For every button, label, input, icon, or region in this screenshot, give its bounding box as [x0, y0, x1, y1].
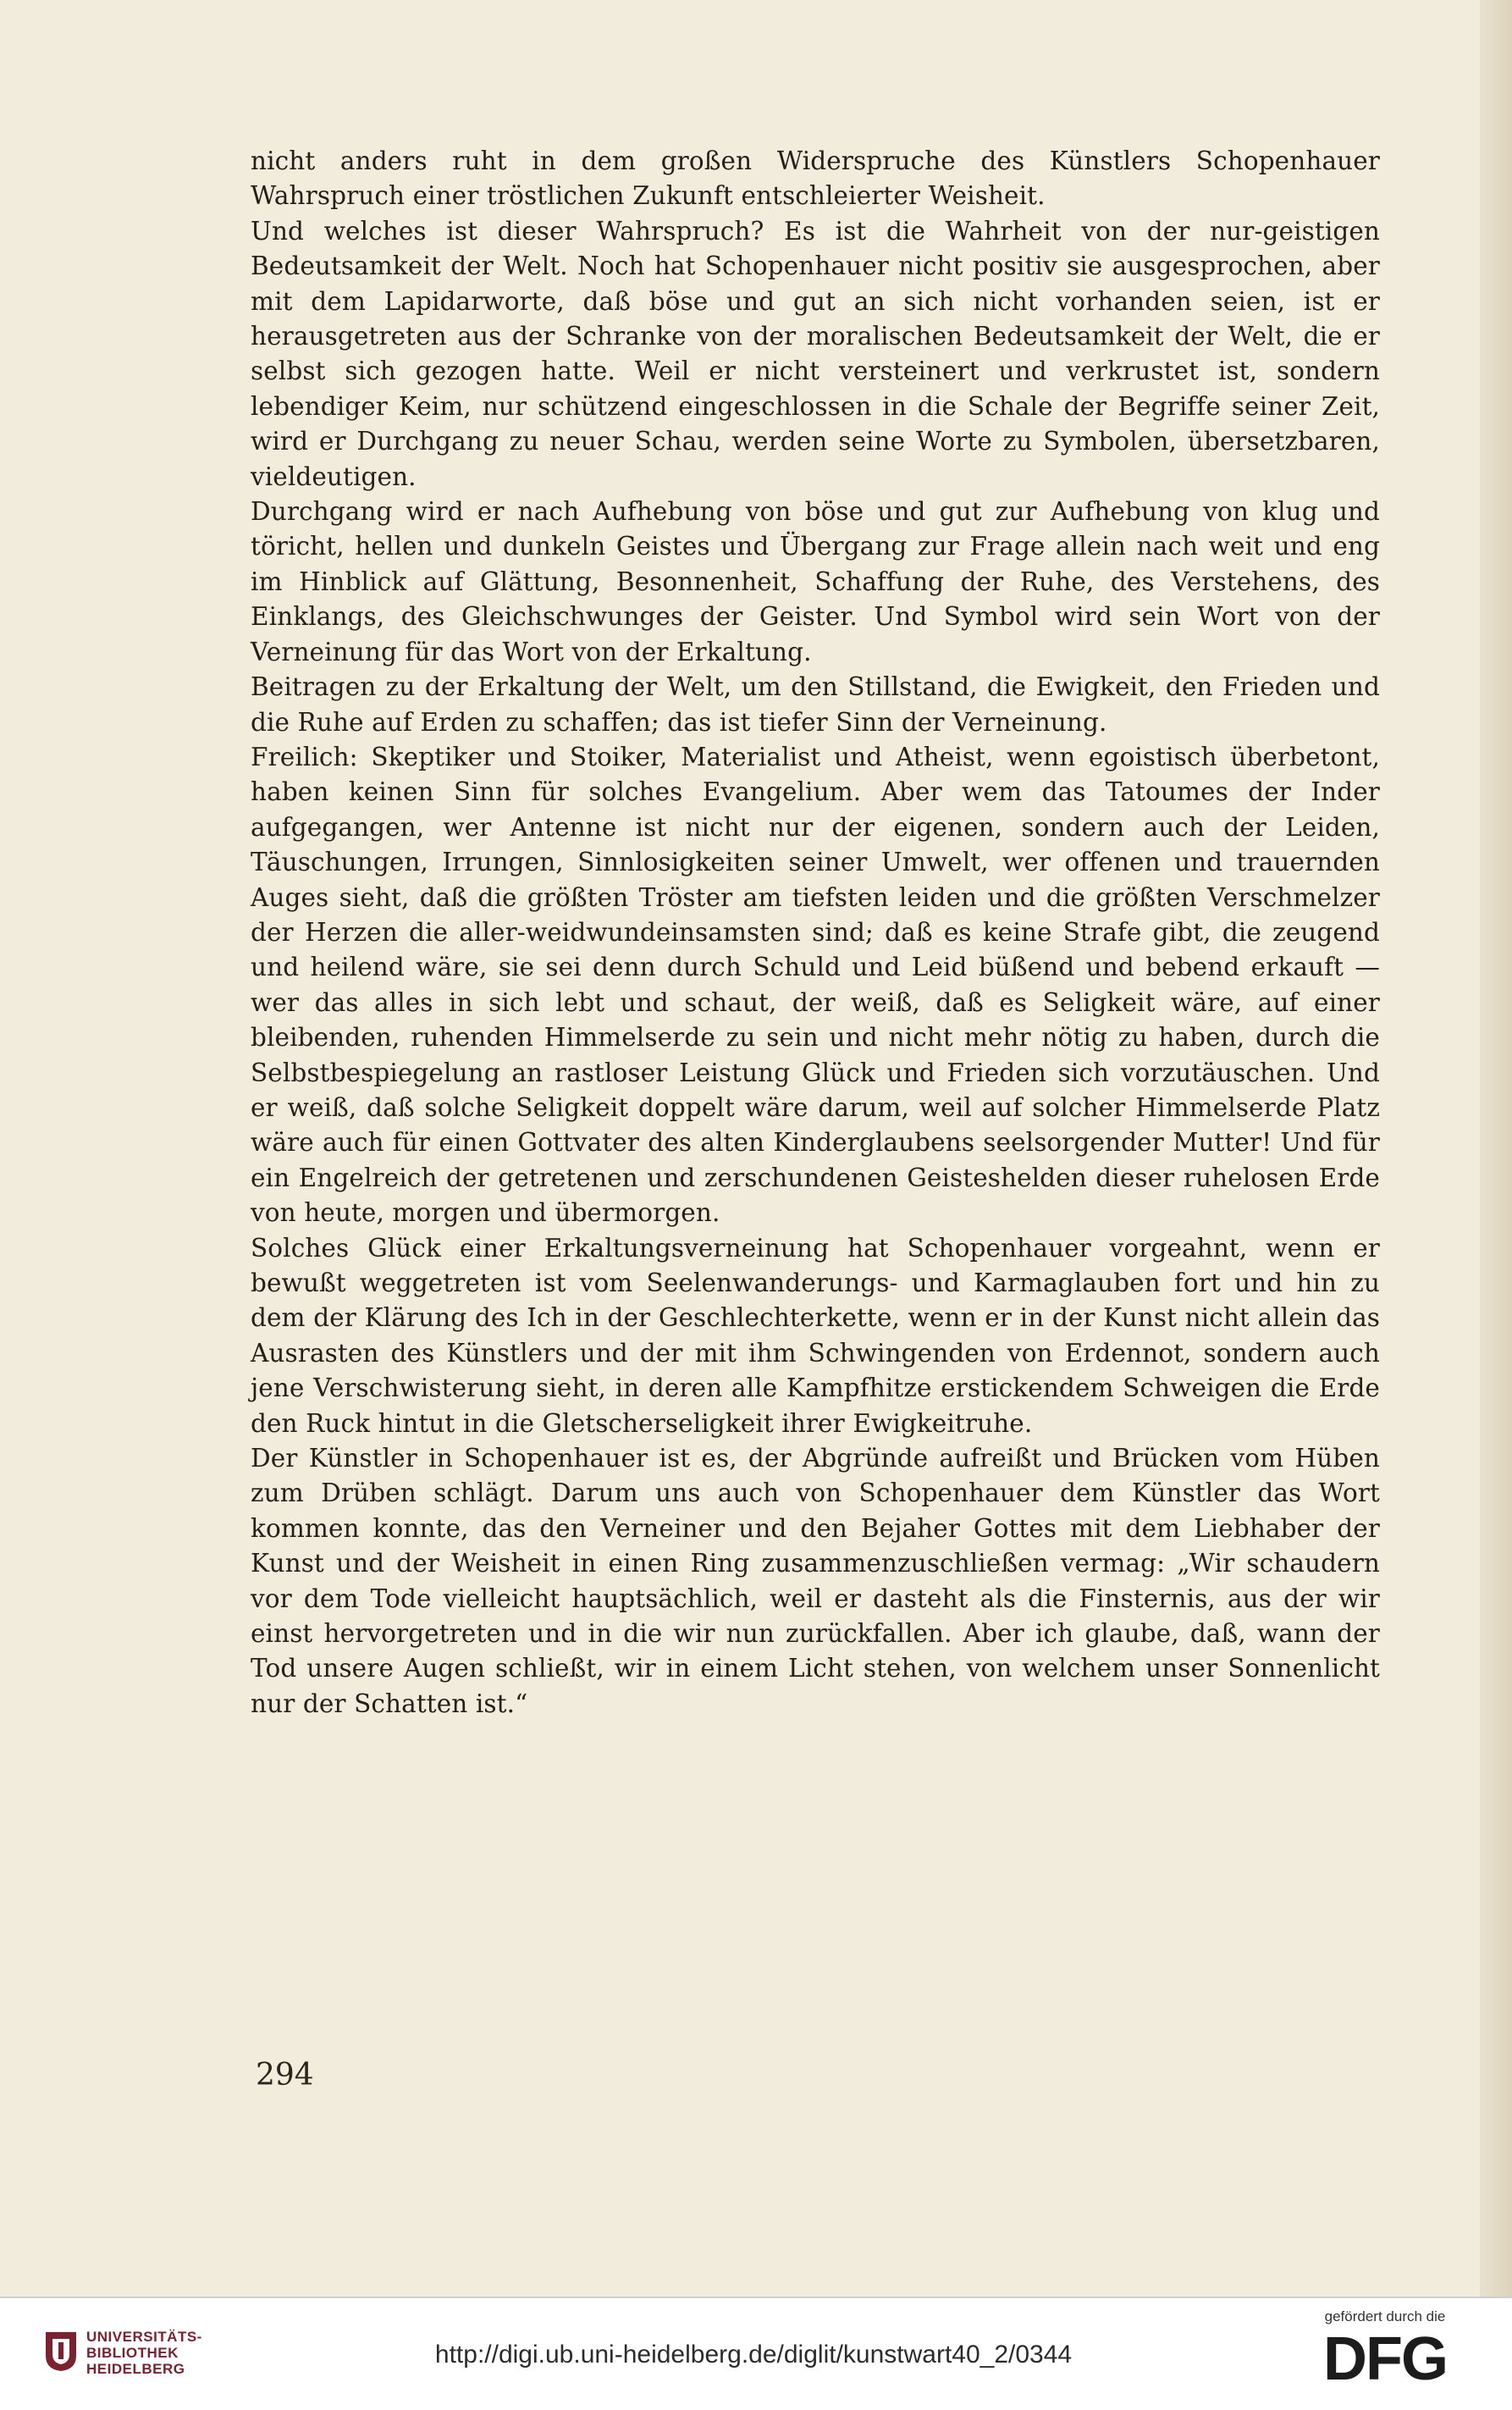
logo-line: BIBLIOTHEK: [86, 2345, 179, 2361]
university-library-name[interactable]: [86, 2329, 202, 2377]
page-edge-bleed: [1480, 0, 1512, 2297]
university-library-logo-icon[interactable]: [44, 2330, 78, 2373]
viewer-footer: [0, 2297, 1512, 2410]
logo-line: UNIVERSITÄTS-: [86, 2329, 202, 2345]
footer-divider: [0, 2297, 1512, 2298]
body-text: [251, 144, 1380, 1722]
paragraph: nicht anders ruht in dem großen Widerspruche des Künstlers Schopenhauer Wahrspruch einer tröstlichen Zukunft entschleierter Weisheit.: [251, 146, 1380, 211]
permalink-url[interactable]: http://digi.ub.uni-heidelberg.de/diglit/kunstwart40_2/0344: [434, 2341, 1073, 2369]
logo-line: HEIDELBERG: [86, 2361, 185, 2377]
paragraph: Freilich: Skeptiker und Stoiker, Materialist und Atheist, wenn egoistisch überbetont, haben keinen Sinn für solches Evangelium. Aber wem das Tatoumes der Inder aufgegangen, wer Antenne ist nicht nur der eigenen, sondern auch der Leiden, Täuschungen, Irrungen, Sinnlosigkeiten seiner Umwelt, wer offenen und trauernden Auges sieht, daß die größten Tröster am tiefsten leiden und die größten Verschmelzer der Herzen die aller-weidwundeinsamsten sind; daß es keine Strafe gibt, die zeugend und heilend wäre, sie sei denn durch Schuld und Leid büßend und bebend erkauft — wer das alles in sich lebt und schaut, der weiß, daß es Seligkeit wäre, auf einer bleibenden, ruhenden Himmelserde zu sein und nicht mehr nötig zu haben, durch die Selbstbespiegelung an rastloser Leistung Glück und Frieden sich vorzutäuschen. Und er weiß, daß solche Seligkeit doppelt wäre darum, weil auf solcher Himmelserde Platz wäre auch für einen Gottvater des alten Kinderglaubens seelsorgender Mutter! Und für ein Engelreich der getretenen und zerschundenen Geisteshelden dieser ruhelosen Erde von heute, morgen und übermorgen.: [251, 742, 1380, 1228]
paragraph: Solches Glück einer Erkaltungsverneinung hat Schopenhauer vorgeahnt, wenn er bewußt weggetreten ist vom Seelenwanderungs- und Karmaglauben fort und hin zu dem der Klärung des Ich in der Geschlechterkette, wenn er in der Kunst nicht allein das Ausrasten des Künstlers und der mit ihm Schwingenden von Erdennot, sondern auch jene Verschwisterung sieht, in deren alle Kampfhitze erstickendem Schweigen die Erde den Ruck hintut in die Gletscherseligkeit ihrer Ewigkeitruhe.: [251, 1233, 1380, 1438]
dfg-logo: DFG: [1323, 2325, 1447, 2393]
paragraph: Durchgang wird er nach Aufhebung von böse und gut zur Aufhebung von klug und töricht, hellen und dunkeln Geistes und Übergang zur Frage allein nach weit und eng im Hinblick auf Glättung, Besonnenheit, Schaffung der Ruhe, des Verstehens, des Einklangs, des Gleichschwunges der Geister. Und Symbol wird sein Wort von der Verneinung für das Wort von der Erkaltung.: [251, 497, 1380, 666]
paragraph: Der Künstler in Schopenhauer ist es, der Abgründe aufreißt und Brücken vom Hüben zum Drüben schlägt. Darum uns auch von Schopenhauer dem Künstler das Wort kommen konnte, das den Verneiner und den Bejaher Gottes mit dem Liebhaber der Kunst und der Weisheit in einen Ring zusammenzuschließen vermag: „Wir schaudern vor dem Tode vielleicht hauptsächlich, weil er dasteht als die Finsternis, aus der wir einst hervorgetreten und in die wir nun zurückfallen. Aber ich glaube, daß, wann der Tod unsere Augen schließt, wir in einem Licht stehen, von welchem unser Sonnenlicht nur der Schatten ist.“: [251, 1444, 1380, 1718]
paragraph: Beitragen zu der Erkaltung der Welt, um den Stillstand, die Ewigkeit, den Frieden und die Ruhe auf Erden zu schaffen; das ist tiefer Sinn der Verneinung.: [251, 672, 1380, 737]
funder-block[interactable]: [1292, 2308, 1478, 2393]
paragraph: Und welches ist dieser Wahrspruch? Es ist die Wahrheit von der nur-geistigen Bedeutsamkeit der Welt. Noch hat Schopenhauer nicht positiv sie ausgesprochen, aber mit dem Lapidarworte, daß böse und gut an sich nicht vorhanden seien, ist er herausgetreten aus der Schranke von der moralischen Bedeutsamkeit der Welt, die er selbst sich gezogen hatte. Weil er nicht versteinert und verkrustet ist, sondern lebendiger Keim, nur schützend eingeschlossen in die Schale der Begriffe seiner Zeit, wird er Durchgang zu neuer Schau, werden seine Worte zu Symbolen, übersetzbaren, vieldeutigen.: [251, 216, 1380, 491]
page-number: 294: [256, 2058, 314, 2092]
funded-label: gefördert durch die: [1324, 2308, 1446, 2324]
